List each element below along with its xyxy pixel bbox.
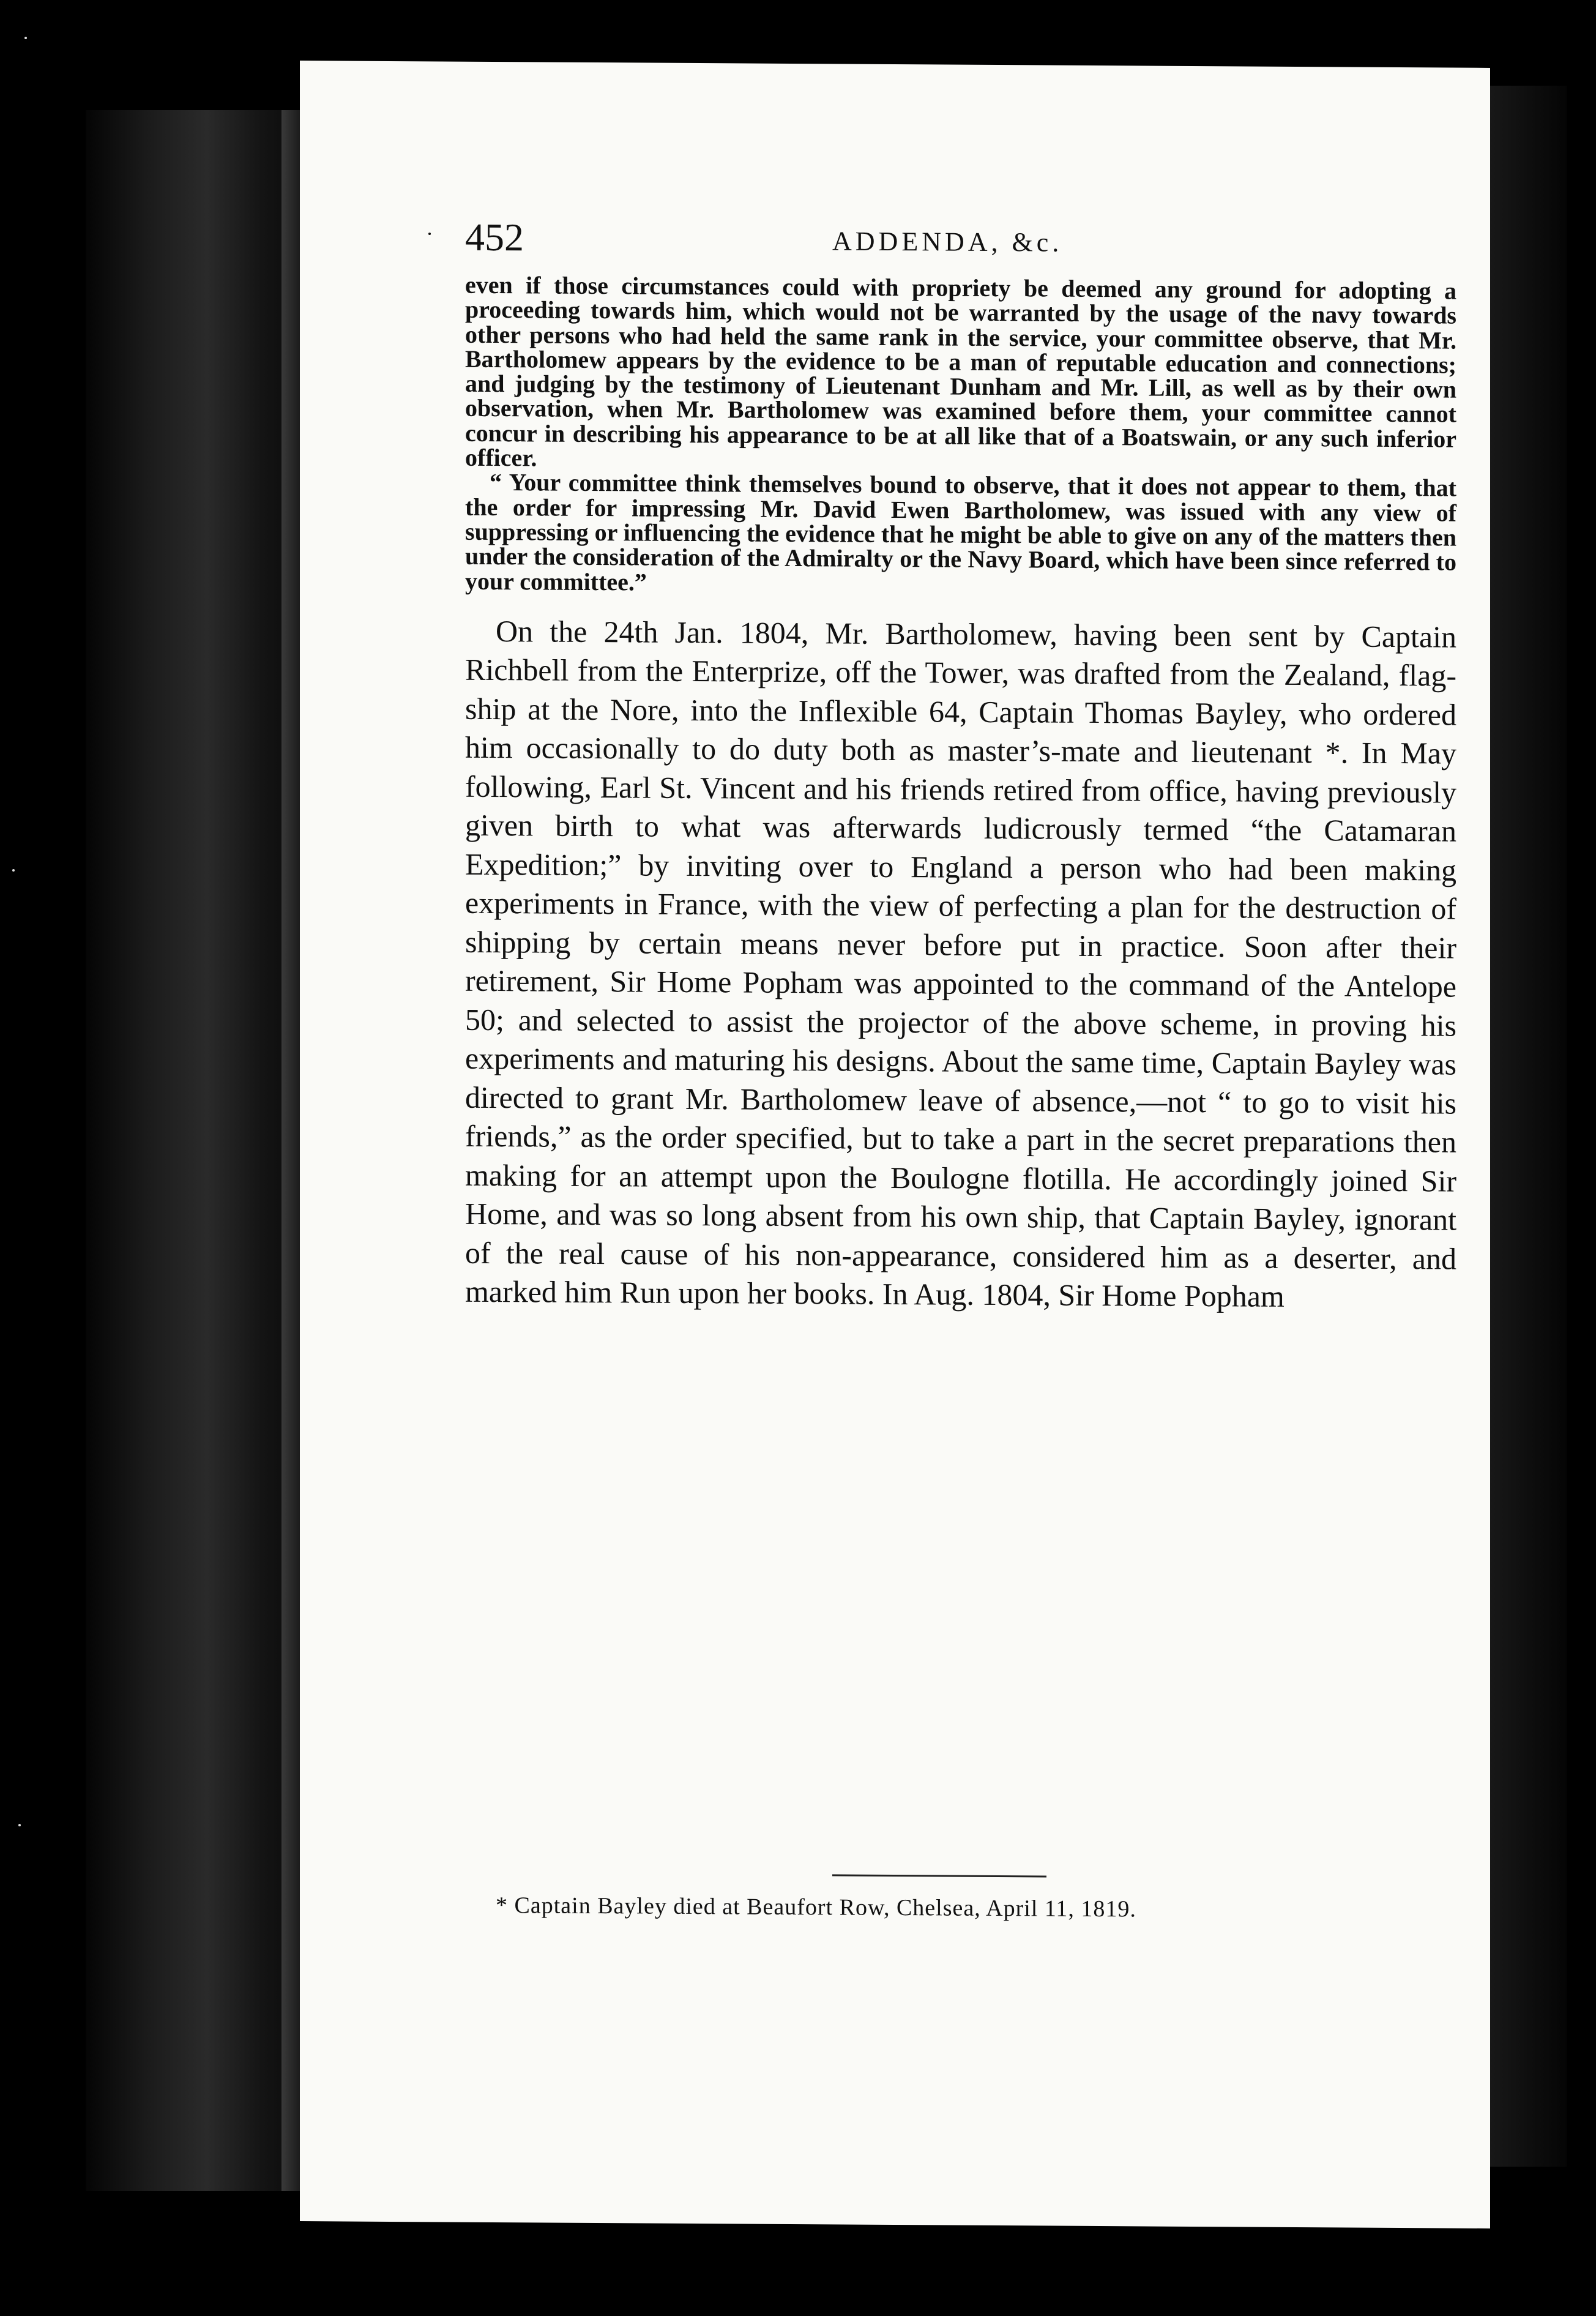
main-paragraph: On the 24th Jan. 1804, Mr. Bartholomew, having been sent by Captain Richbell from the Enterprize, off the Tower, was drafted from the Zealand, flag-ship at the Nore, into the Inflexible 64, Captain Thomas Bayley, who ordered him occasionally to do duty both as master’s-mate and lieutenant *. In May following, Earl St. Vincent and his friends retired from office, having previously given birth to what was afterwards ludicrously termed “the Catamaran Expedition;” by inviting over to England a person who had been making experiments in France, with the view of perfecting a plan for the destruction of shipping by certain means never before put in practice. Soon after their retirement, Sir Home Popham was appointed to the command of the Antelope 50; and selected to assist the projector of the above scheme, in proving his experiments and maturing his designs. About the same time, Captain Bayley was directed to grant Mr. Bartholomew leave of absence,—not “ to go to visit his friends,” as the order specified, but to take a part in the secret preparations then making for an attempt upon the Boulogne flotilla. He accordingly joined Sir Home, and was so long absent from his own ship, that Captain Bayley, ignorant of the real cause of his non-appearance, considered him as a deserter, and marked him Run upon her books. In Aug. 1804, Sir Home Popham bbox=[465, 613, 1456, 1314]
page-edge-right bbox=[1481, 86, 1567, 2167]
main-text bbox=[465, 612, 1456, 1318]
scan-speck bbox=[428, 233, 431, 235]
quote-paragraph: even if those circumstances could with propriety be deemed any ground for adopting a proceeding towards him, which would not be warranted by the usage of the navy towards other persons who had held the same rank in the service, your committee observe, that Mr. Bartholomew appears by the evidence to be a man of reputable education and connections; and judging by the testimony of Lieutenant Dunham and Mr. Lill, as well as by their own observation, when Mr. Bartholomew was examined before them, your committee cannot concur in describing his appearance to be at all like that of a Boatswain, or any such inferior officer. bbox=[465, 271, 1456, 472]
footnote: * Captain Bayley died at Beaufort Row, Chelsea, April 11, 1819. bbox=[496, 1892, 1136, 1922]
running-head-title: ADDENDA, &c. bbox=[832, 226, 1063, 258]
book-spine bbox=[86, 110, 306, 2191]
page-body bbox=[465, 273, 1456, 1318]
page-number: 452 bbox=[465, 215, 524, 260]
scan-speck bbox=[18, 1824, 21, 1826]
quote-paragraph: “ Your committee think themselves bound to observe, that it does not appear to them, that the order for impressing Mr. David Ewen Bartholomew, was issued with any view of suppressing or influencing the evidence that he might be able to give on any of the matters then under the consideration of the Admiralty or the Navy Board, which have been since referred to your committee.” bbox=[465, 468, 1456, 596]
scan-speck bbox=[12, 869, 15, 872]
running-head bbox=[300, 214, 1490, 276]
scan-speck bbox=[24, 37, 27, 39]
book-page bbox=[300, 61, 1490, 2228]
quoted-report bbox=[465, 273, 1456, 600]
footnote-rule bbox=[832, 1874, 1046, 1877]
